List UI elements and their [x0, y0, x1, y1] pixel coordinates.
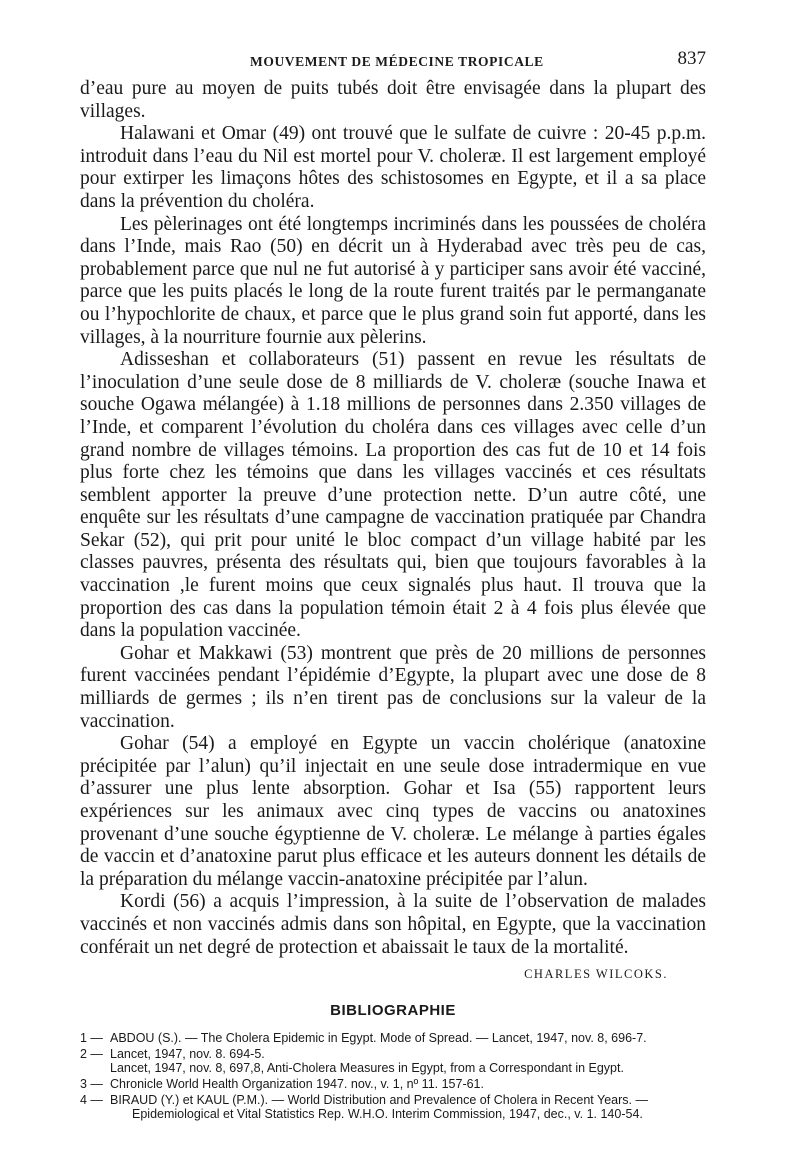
- reference-number: 3 —: [80, 1076, 103, 1091]
- running-title: MOUVEMENT DE MÉDECINE TROPICALE: [250, 54, 544, 69]
- reference-text: Lancet, 1947, nov. 8, 697,8, Anti-Cholera Measures in Egypt, from a Correspondant in Egypt.: [110, 1061, 624, 1076]
- reference-number: 2 —: [80, 1046, 103, 1061]
- reference-item: [80, 1077, 706, 1092]
- paragraph: Kordi (56) a acquis l’impression, à la suite de l’observation de malades vaccinés et non vaccinés admis dans son hôpital, en Egypte, que la vaccination conférait un net degré de protection et abaissait le taux de la mortalité.: [80, 891, 706, 958]
- reference-item: [80, 1093, 706, 1122]
- paragraph: Adisseshan et collaborateurs (51) passent en revue les résultats de l’inoculation d’une seule dose de 8 milliards de V. choleræ (souche Inawa et souche Ogawa mélangée) à 1.18 millions de personnes dans 2.350 villages de l’Inde, et comparent l’évolution du choléra dans ces villages avec celle d’un grand nombre de villages témoins. La proportion des cas fut de 10 et 14 fois plus forte chez les témoins que dans les villages vaccinés et ces résultats semblent apporter la preuve d’une protection nette. D’un autre côté, une enquête sur les résultats d’une campagne de vaccination pratiquée par Chandra Sekar (52), qui prit pour unité le bloc compact d’un village habité par les classes pauvres, présenta des résultats qui, bien que toujours favorables à la vaccination ,le furent moins que ceux signalés plus haut. Il trouva que la proportion des cas dans la population témoin était 2 à 4 fois plus élevée que dans la population vaccinée.: [80, 349, 706, 642]
- reference-number: 1 —: [80, 1031, 103, 1046]
- paragraph: Gohar (54) a employé en Egypte un vaccin cholérique (anatoxine précipitée par l’alun) qu’il injectait en une seule dose intradermique en vue d’assurer une plus lente absorption. Gohar et Isa (55) rapportent leurs expériences sur les animaux avec cinq types de vaccins ou anatoxines provenant d’une souche égyptienne de V. choleræ. Le mélange à parties égales de vaccin et d’anatoxine parut plus efficace et les auteurs donnent les détails de la préparation du mélange vaccin-anatoxine précipitée par l’alun.: [80, 733, 706, 890]
- reference-item: [80, 1047, 706, 1076]
- bibliography-list: [80, 1031, 706, 1122]
- page-header: [80, 48, 706, 78]
- reference-text: Lancet, 1947, nov. 8. 694-5.: [110, 1046, 265, 1061]
- reference-item: [80, 1031, 706, 1046]
- page-number: 837: [677, 48, 706, 69]
- paragraph: d’eau pure au moyen de puits tubés doit être envisagée dans la plupart des villages.: [80, 78, 706, 122]
- paragraph: Gohar et Makkawi (53) montrent que près de 20 millions de personnes furent vaccinées pendant l’épidémie d’Egypte, la plupart avec une dose de 8 milliards de germes ; ils n’en tirent pas de conclusions sur la valeur de la vaccination.: [80, 642, 706, 732]
- paragraph: Halawani et Omar (49) ont trouvé que le sulfate de cuivre : 20-45 p.p.m. introduit dans l’eau du Nil est mortel pour V. choleræ. Il est largement employé pour extirper les limaçons hôtes des schistosomes en Egypte, et il a sa place dans la prévention du choléra.: [80, 123, 706, 212]
- bibliography-heading: BIBLIOGRAPHIE: [330, 1002, 456, 1020]
- author-signature: CHARLES WILCOKS.: [524, 967, 668, 982]
- reference-text: BIRAUD (Y.) et KAUL (P.M.). — World Distribution and Prevalence of Cholera in Recent Years. — Epidemiological et Vital Statistics Rep. W.H.O. Interim Commission, 1947, dec., v. 1. 140-54.: [110, 1092, 648, 1122]
- reference-number: 4 —: [80, 1092, 103, 1107]
- reference-text: ABDOU (S.). — The Cholera Epidemic in Egypt. Mode of Spread. — Lancet, 1947, nov. 8, 696-7.: [110, 1031, 647, 1046]
- reference-text: Chronicle World Health Organization 1947. nov., v. 1, nº 11. 157-61.: [110, 1076, 484, 1091]
- page: [80, 48, 706, 1123]
- paragraph: Les pèlerinages ont été longtemps incriminés dans les poussées de choléra dans l’Inde, mais Rao (50) en décrit un à Hyderabad avec très peu de cas, probablement parce que nul ne fut autorisé à y participer sans avoir été vacciné, parce que les puits placés le long de la route furent traités par le permanganate ou l’hypochlorite de chaux, et parce que le plus grand soin fut apporté, dans les villages, à la nourriture fournie aux pèlerins.: [80, 213, 706, 348]
- article-body: [80, 78, 706, 959]
